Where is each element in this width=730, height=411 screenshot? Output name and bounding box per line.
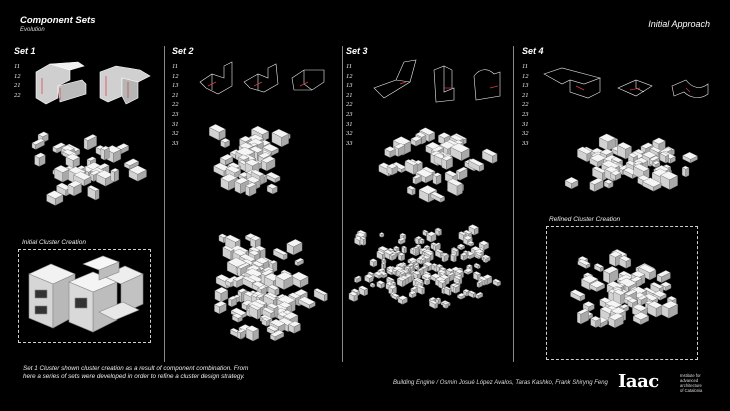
code-item: 13 xyxy=(346,82,353,90)
code-item: 21 xyxy=(522,91,529,99)
cluster-block-face xyxy=(238,267,241,277)
cluster-block-face xyxy=(390,255,392,260)
code-item: 23 xyxy=(522,110,529,118)
cluster-block-face xyxy=(666,155,669,163)
cluster-block-face xyxy=(84,139,88,150)
cluster-block-face xyxy=(456,251,458,257)
cluster-block-face xyxy=(433,175,437,185)
column-divider xyxy=(342,46,343,362)
page-title: Component Sets xyxy=(20,15,96,26)
cluster-block-face xyxy=(324,293,327,301)
code-item: 21 xyxy=(346,91,353,99)
code-item: 31 xyxy=(172,120,179,128)
approach-label: Initial Approach xyxy=(648,19,710,29)
column-divider xyxy=(164,46,165,362)
cluster-block-face xyxy=(449,289,451,296)
set-2-title: Set 2 xyxy=(172,46,194,56)
set-3-cluster xyxy=(370,122,500,206)
caption-text: Set 1 Cluster shown cluster creation as a result of component combination. From here a series of sets were developed in order to refine a cluster design strategy. xyxy=(23,365,249,380)
code-item: 31 xyxy=(346,120,353,128)
code-item: 21 xyxy=(14,82,21,90)
page-subtitle: Evolution xyxy=(20,27,45,33)
code-item: 11 xyxy=(522,63,529,70)
set-1-codes xyxy=(14,62,21,100)
set-1-cluster xyxy=(10,128,160,213)
set-3-codes xyxy=(346,62,353,148)
code-item: 32 xyxy=(172,130,179,138)
cluster-block-face xyxy=(404,247,406,253)
refined-cluster-box xyxy=(546,226,698,360)
cluster-block-face xyxy=(364,238,366,245)
cluster-block-face xyxy=(383,263,385,269)
set-3-title: Set 3 xyxy=(346,46,368,56)
code-item: 23 xyxy=(346,110,353,118)
cluster-block-face xyxy=(101,148,105,160)
cluster-block-face xyxy=(442,288,444,294)
cluster-block-face xyxy=(682,168,686,177)
refined-cluster-render xyxy=(553,241,691,341)
set-3-component-drawings xyxy=(370,58,510,104)
code-item: 12 xyxy=(172,72,179,80)
cluster-block-face xyxy=(114,170,118,182)
code-item: 23 xyxy=(172,110,179,118)
code-item: 11 xyxy=(14,63,21,70)
set-2-cluster xyxy=(200,118,300,206)
set-1-title: Set 1 xyxy=(14,46,36,56)
code-item: 22 xyxy=(14,91,21,99)
column-divider xyxy=(513,46,514,362)
code-item: 12 xyxy=(522,72,529,80)
code-item: 22 xyxy=(522,101,529,109)
cluster-block-face xyxy=(442,255,444,262)
code-item: 21 xyxy=(172,91,179,99)
code-item: 13 xyxy=(522,82,529,90)
code-item: 11 xyxy=(346,63,353,70)
refined-cluster-label: Refined Cluster Creation xyxy=(549,216,621,223)
cluster-block-face xyxy=(439,230,441,235)
initial-cluster-label: Initial Cluster Creation xyxy=(22,239,86,246)
set-2-large-cluster xyxy=(196,228,324,350)
cluster-block-face xyxy=(237,331,240,339)
cluster-block-face xyxy=(477,282,479,287)
cluster-block-face xyxy=(96,189,100,200)
code-item: 13 xyxy=(172,82,179,90)
set-2-codes xyxy=(172,62,179,148)
set-4-component-drawings xyxy=(540,66,715,106)
cluster-block-face xyxy=(422,287,425,294)
set-4-cluster xyxy=(540,126,710,202)
code-item: 22 xyxy=(172,101,179,109)
code-item: 32 xyxy=(522,130,529,138)
initial-cluster-box xyxy=(18,249,151,343)
cluster-block-face xyxy=(686,168,689,177)
institute-name: Institute for advanced architecture of Catalonia xyxy=(680,373,703,393)
cluster-block-face xyxy=(414,248,416,255)
cluster-block-face xyxy=(454,255,456,262)
set-3-large-cluster xyxy=(344,220,504,320)
cluster-block-face xyxy=(577,312,581,324)
code-item: 32 xyxy=(346,130,353,138)
code-item: 22 xyxy=(346,101,353,109)
code-item: 33 xyxy=(172,139,179,147)
initial-cluster-render xyxy=(23,256,147,338)
code-item: 12 xyxy=(346,72,353,80)
iaac-logo: Iaac xyxy=(618,371,659,392)
cluster-block-face xyxy=(453,286,455,293)
code-item: 33 xyxy=(522,139,529,147)
cluster-block-face xyxy=(111,170,115,182)
cluster-block-face xyxy=(246,186,250,197)
cluster-block-face xyxy=(439,299,441,305)
code-item: 11 xyxy=(172,63,179,70)
code-item: 31 xyxy=(522,120,529,128)
set-4-title: Set 4 xyxy=(522,46,544,56)
code-item: 12 xyxy=(14,72,21,80)
credit-text: Building Engine / Osmin Josué López Avalos, Taras Kashko, Frank Shiryng Feng xyxy=(393,380,608,386)
set-4-codes xyxy=(522,62,529,148)
code-item: 33 xyxy=(346,139,353,147)
set-2-component-drawings xyxy=(196,60,336,100)
set-1-component-drawings xyxy=(30,58,160,110)
